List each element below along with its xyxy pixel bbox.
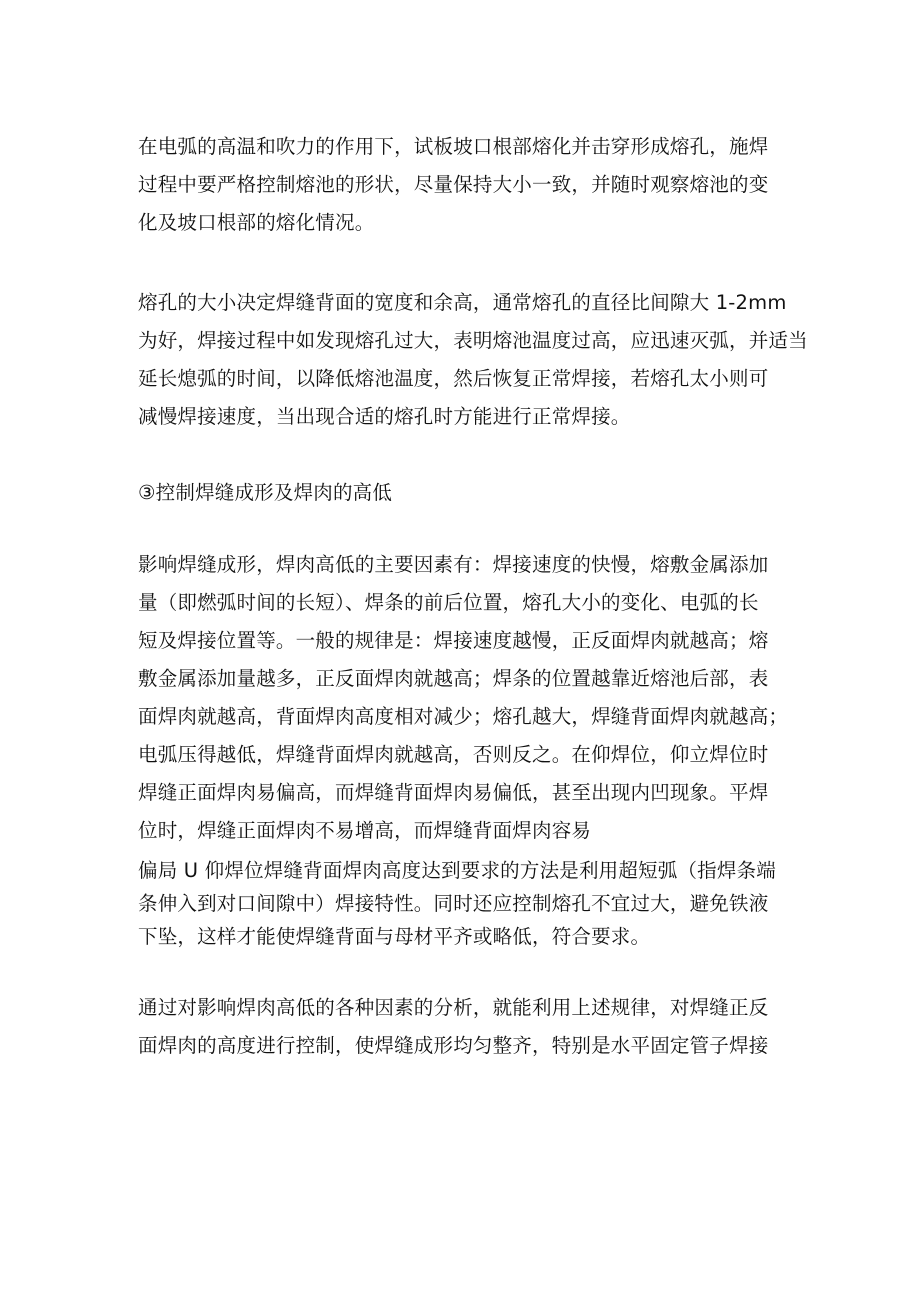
heading-line: ③控制焊缝成形及焊肉的高低 xyxy=(138,481,393,504)
text-line: 为好，焊接过程中如发现熔孔过大，表明熔池温度过高，应迅速灭弧，并适当 xyxy=(138,329,808,352)
text-line: 减慢焊接速度，当出现合适的熔孔时方能进行正常焊接。 xyxy=(138,405,631,428)
text-line: 通过对影响焊肉高低的各种因素的分析，就能利用上述规律，对焊缝正反 xyxy=(138,996,769,1019)
paragraph-weld-factors xyxy=(138,546,788,850)
text-line: 过程中要严格控制熔池的形状，尽量保持大小一致，并随时观察熔池的变 xyxy=(138,173,769,196)
text-line: 面焊肉的高度进行控制，使焊缝成形均匀整齐，特别是水平固定管子焊接 xyxy=(138,1034,769,1057)
paragraph-short-arc xyxy=(138,854,788,953)
paragraph-analysis xyxy=(138,989,788,1065)
text-line: 化及坡口根部的熔化情况。 xyxy=(138,211,375,234)
text-line: 短及焊接位置等。一般的规律是：焊接速度越慢，正反面焊肉就越高；熔 xyxy=(138,629,769,652)
text-line: 延长熄弧的时间，以降低熔池温度，然后恢复正常焊接，若熔孔太小则可 xyxy=(138,367,769,390)
text-line: 偏局 U 仰焊位焊缝背面焊肉高度达到要求的方法是利用超短弧（指焊条端 xyxy=(138,859,776,882)
text-line: 在电弧的高温和吹力的作用下，试板坡口根部熔化并击穿形成熔孔，施焊 xyxy=(138,135,769,158)
section-heading xyxy=(138,474,788,512)
text-line: 电弧压得越低，焊缝背面焊肉就越高，否则反之。在仰焊位，仰立焊位时 xyxy=(138,743,769,766)
text-line: 条伸入到对口间隙中）焊接特性。同时还应控制熔孔不宜过大，避免铁液 xyxy=(138,892,769,915)
text-line: 下坠，这样才能使焊缝背面与母材平齐或略低，符合要求。 xyxy=(138,925,651,948)
text-line: 熔孔的大小决定焊缝背面的宽度和余高，通常熔孔的直径比间隙大 1-2mm xyxy=(138,291,787,314)
document-page xyxy=(138,128,808,1065)
text-line: 位时，焊缝正面焊肉不易增高，而焊缝背面焊肉容易 xyxy=(138,819,592,842)
paragraph-keyhole-size xyxy=(138,284,808,436)
text-line: 焊缝正面焊肉易偏高，而焊缝背面焊肉易偏低，甚至出现内凹现象。平焊 xyxy=(138,781,769,804)
paragraph-arc-melting xyxy=(138,128,788,242)
text-line: 面焊肉就越高，背面焊肉高度相对减少；熔孔越大，焊缝背面焊肉就越高； xyxy=(138,705,789,728)
text-line: 影响焊缝成形，焊肉高低的主要因素有：焊接速度的快慢，熔敷金属添加 xyxy=(138,553,769,576)
text-line: 量（即燃弧时间的长短）、焊条的前后位置，熔孔大小的变化、电弧的长 xyxy=(138,591,759,614)
text-line: 敷金属添加量越多，正反面焊肉就越高；焊条的位置越靠近熔池后部，表 xyxy=(138,667,769,690)
